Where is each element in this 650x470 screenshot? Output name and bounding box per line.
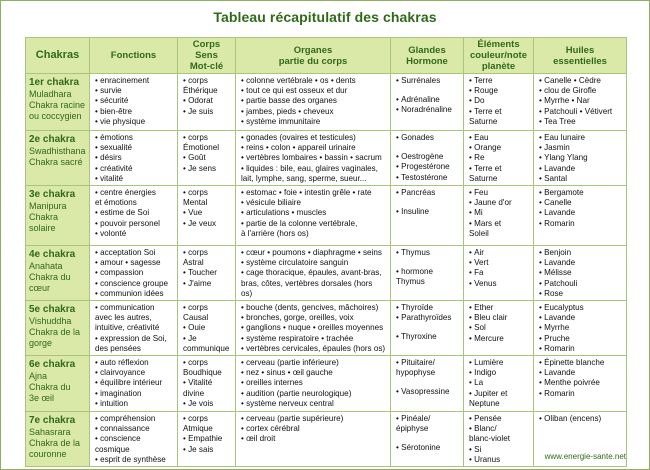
list-item: • clou de Girofle bbox=[539, 86, 624, 96]
list-item: • Blanc/ blanc-violet bbox=[469, 424, 531, 444]
list-item: • créativité bbox=[95, 164, 175, 174]
list-item: • Do bbox=[469, 96, 531, 106]
list-item: • compassion bbox=[95, 268, 175, 278]
list-item: • Pituitaire/ hypophyse bbox=[396, 358, 461, 378]
list-item: • équilibre intérieur bbox=[95, 378, 175, 388]
list-item: • J'aime bbox=[183, 279, 233, 289]
corps-list bbox=[178, 412, 235, 456]
list-item: • Romarin bbox=[539, 219, 624, 229]
cell-fonctions bbox=[90, 131, 178, 186]
header-glandes-label: Glandes Hormone bbox=[406, 44, 448, 67]
list-item: • émotions bbox=[95, 133, 175, 143]
cell-huiles bbox=[534, 186, 627, 246]
list-item: • centre énergies et émotions bbox=[95, 188, 175, 208]
chakra-subtitle: Ajna Chakra du 3e œil bbox=[29, 371, 71, 404]
cell-chakra-name bbox=[26, 74, 90, 131]
list-item: • Je sais bbox=[183, 445, 233, 455]
huiles-list bbox=[534, 186, 626, 230]
list-item: • Lavande bbox=[539, 164, 624, 174]
list-item: • Terre bbox=[469, 76, 531, 86]
cell-huiles bbox=[534, 246, 627, 301]
list-item: • Patchouli bbox=[539, 279, 624, 289]
list-item: • Santal bbox=[539, 174, 624, 184]
list-item: • gonades (ovaires et testicules) bbox=[241, 133, 388, 143]
organes-list bbox=[236, 131, 390, 185]
huiles-list bbox=[534, 301, 626, 355]
chakra-subtitle: Vishuddha Chakra de la gorge bbox=[29, 316, 81, 349]
list-item: • bien-être bbox=[95, 107, 175, 117]
list-item: • connaissance bbox=[95, 424, 175, 434]
cell-chakra-name bbox=[26, 356, 90, 412]
cell-glandes bbox=[391, 246, 464, 301]
list-item: • vitalité bbox=[95, 174, 175, 184]
list-item: • ganglions • nuque • oreilles moyennes bbox=[241, 323, 388, 333]
chakra-table-body bbox=[26, 74, 627, 467]
huiles-list bbox=[534, 246, 626, 300]
cell-elements bbox=[464, 74, 534, 131]
list-item: • Ylang Ylang bbox=[539, 153, 624, 163]
list-item: • Mi bbox=[469, 208, 531, 218]
cell-organes bbox=[236, 186, 391, 246]
header-glandes bbox=[391, 38, 464, 74]
list-item: • hormone Thymus bbox=[396, 267, 461, 287]
cell-elements bbox=[464, 356, 534, 412]
chakra-name: 1er chakra bbox=[29, 77, 80, 88]
cell-huiles bbox=[534, 356, 627, 412]
list-item: • corps Astral bbox=[183, 248, 233, 268]
cell-glandes bbox=[391, 186, 464, 246]
corps-list bbox=[178, 356, 235, 410]
table-row bbox=[26, 412, 627, 467]
list-item: • Eau lunaire bbox=[539, 133, 624, 143]
list-item: • Rouge bbox=[469, 86, 531, 96]
list-item: • Je suis bbox=[183, 107, 233, 117]
list-item: • Épinette blanche bbox=[539, 358, 624, 368]
list-item: • Odorat bbox=[183, 96, 233, 106]
glandes-list bbox=[391, 246, 463, 289]
list-item: • Sol bbox=[469, 323, 531, 333]
list-item: • Oestrogène bbox=[396, 152, 461, 162]
corps-list bbox=[178, 301, 235, 355]
fonctions-list bbox=[90, 246, 177, 300]
elements-list bbox=[464, 246, 533, 290]
header-huiles-label: Huiles essentielles bbox=[553, 44, 607, 67]
list-item: • Vitalité divine bbox=[183, 378, 233, 398]
list-item: • conscience groupe bbox=[95, 279, 175, 289]
list-item: • Bergamote bbox=[539, 188, 624, 198]
list-item: • désirs bbox=[95, 153, 175, 163]
list-item: • volonté bbox=[95, 229, 175, 239]
list-item: • Venus bbox=[469, 279, 531, 289]
list-item: • Goût bbox=[183, 153, 233, 163]
list-item: • Sérotonine bbox=[396, 443, 461, 453]
table-row bbox=[26, 246, 627, 301]
fonctions-list bbox=[90, 74, 177, 128]
list-item: • Thyroïde bbox=[396, 303, 461, 313]
list-item: • audition (partie neurologique) bbox=[241, 389, 388, 399]
list-item: • Pancréas bbox=[396, 188, 461, 198]
elements-list bbox=[464, 74, 533, 128]
cell-huiles bbox=[534, 301, 627, 356]
list-item: • Terre et Saturne bbox=[469, 107, 531, 127]
list-item: • système nerveux central bbox=[241, 399, 388, 409]
header-fonctions: Fonctions bbox=[90, 38, 178, 74]
list-item: • conscience cosmique bbox=[95, 434, 175, 454]
list-item: • Benjoin bbox=[539, 248, 624, 258]
list-item: • Romarin bbox=[539, 389, 624, 399]
chakra-name: 4e chakra bbox=[29, 249, 76, 261]
list-item: • liquides : bile, eau, glaires vaginales, lait, lymphe, sang, sperme, sueur... bbox=[241, 164, 388, 184]
chakra-name: 5e chakra bbox=[29, 304, 76, 316]
list-item: • Re bbox=[469, 153, 531, 163]
list-item: • sexualité bbox=[95, 143, 175, 153]
table-row bbox=[26, 74, 627, 131]
list-item: • corps Atmique bbox=[183, 414, 233, 434]
header-organes bbox=[236, 38, 391, 74]
fonctions-list bbox=[90, 186, 177, 240]
chakra-name: 2e chakra bbox=[29, 134, 76, 145]
organes-list bbox=[236, 246, 390, 300]
list-item: • Thymus bbox=[396, 248, 461, 258]
list-item: • cortex cérébral bbox=[241, 424, 388, 434]
cell-glandes bbox=[391, 131, 464, 186]
table-row bbox=[26, 356, 627, 412]
list-item: • Pensée bbox=[469, 414, 531, 424]
fonctions-list bbox=[90, 356, 177, 410]
cell-corps bbox=[178, 186, 236, 246]
list-item: • corps Émotionel bbox=[183, 133, 233, 153]
list-item: • cerveau (partie supérieure) bbox=[241, 414, 388, 424]
list-item: • Adrénaline bbox=[396, 95, 461, 105]
list-item: • partie de la colonne vertébrale, à l'arrière (hors os) bbox=[241, 219, 388, 239]
cell-glandes bbox=[391, 74, 464, 131]
list-item: • oreilles internes bbox=[241, 378, 388, 388]
glandes-list bbox=[391, 74, 463, 117]
website-footer: www.energie-sante.net bbox=[544, 452, 626, 461]
cell-elements bbox=[464, 412, 534, 467]
organes-list bbox=[236, 356, 390, 410]
list-item: • Fa bbox=[469, 268, 531, 278]
cell-glandes bbox=[391, 301, 464, 356]
header-row bbox=[26, 38, 627, 74]
list-item: • Pinéale/ épiphyse bbox=[396, 414, 461, 434]
list-item: • Je vois bbox=[183, 399, 233, 409]
list-item: • vésicule biliaire bbox=[241, 198, 388, 208]
list-item: • corps Causal bbox=[183, 303, 233, 323]
glandes-list bbox=[391, 301, 463, 344]
list-item: • Je communique bbox=[183, 334, 233, 354]
list-item: • système immunitaire bbox=[241, 117, 388, 127]
cell-corps bbox=[178, 301, 236, 356]
list-item: • tout ce qui est osseux et dur bbox=[241, 86, 388, 96]
list-item: • communion idées bbox=[95, 289, 175, 299]
list-item: • Testostérone bbox=[396, 173, 461, 183]
glandes-list bbox=[391, 412, 463, 455]
corps-list bbox=[178, 246, 235, 290]
list-item: • pouvoir personel bbox=[95, 219, 175, 229]
cell-glandes bbox=[391, 356, 464, 412]
header-elements bbox=[464, 38, 534, 74]
list-item: • Rose bbox=[539, 289, 624, 299]
chakra-name: 3e chakra bbox=[29, 189, 76, 201]
list-item: • œil droit bbox=[241, 434, 388, 444]
list-item: • partie basse des organes bbox=[241, 96, 388, 106]
list-item: • Menthe poivrée bbox=[539, 378, 624, 388]
list-item: • amour • sagesse bbox=[95, 258, 175, 268]
list-item: • enracinement bbox=[95, 76, 175, 86]
cell-chakra-name bbox=[26, 246, 90, 301]
list-item: • Je veux bbox=[183, 219, 233, 229]
list-item: • La bbox=[469, 378, 531, 388]
cell-organes bbox=[236, 301, 391, 356]
list-item: • Lavande bbox=[539, 258, 624, 268]
list-item: • Progestérone bbox=[396, 162, 461, 172]
list-item: • cœur • poumons • diaphragme • seins bbox=[241, 248, 388, 258]
list-item: • Eau bbox=[469, 133, 531, 143]
list-item: • Jasmin bbox=[539, 143, 624, 153]
header-corps-label: Corps Sens Mot-clé bbox=[189, 39, 224, 72]
header-chakras: Chakras bbox=[26, 38, 90, 74]
elements-list bbox=[464, 356, 533, 410]
list-item: • auto réflexion bbox=[95, 358, 175, 368]
list-item: • Vue bbox=[183, 208, 233, 218]
list-item: • Si bbox=[469, 445, 531, 455]
list-item: • Uranus bbox=[469, 455, 531, 465]
list-item: • Air bbox=[469, 248, 531, 258]
chakra-name: 6e chakra bbox=[29, 359, 76, 371]
list-item: • Terre et Saturne bbox=[469, 164, 531, 184]
table-row bbox=[26, 301, 627, 356]
list-item: • Vasopressine bbox=[396, 387, 461, 397]
fonctions-list bbox=[90, 412, 177, 466]
cell-elements bbox=[464, 301, 534, 356]
list-item: • Jaune d'or bbox=[469, 198, 531, 208]
huiles-list bbox=[534, 74, 626, 128]
cell-organes bbox=[236, 412, 391, 467]
list-item: • Ether bbox=[469, 303, 531, 313]
elements-list bbox=[464, 301, 533, 345]
cell-fonctions bbox=[90, 74, 178, 131]
header-organes-label: Organes partie du corps bbox=[278, 44, 348, 67]
list-item: • Insuline bbox=[396, 207, 461, 217]
cell-chakra-name bbox=[26, 301, 90, 356]
list-item: • Mélisse bbox=[539, 268, 624, 278]
list-item: • intuition bbox=[95, 399, 175, 409]
list-item: • corps Éthérique bbox=[183, 76, 233, 96]
list-item: • Empathie bbox=[183, 434, 233, 444]
list-item: • Lavande bbox=[539, 368, 624, 378]
page-title: Tableau récapitulatif des chakras bbox=[213, 9, 437, 25]
chakra-subtitle: Anahata Chakra du cœur bbox=[29, 261, 71, 294]
cell-elements bbox=[464, 246, 534, 301]
cell-chakra-name bbox=[26, 131, 90, 186]
cell-chakra-name bbox=[26, 412, 90, 467]
list-item: • nez • sinus • œil gauche bbox=[241, 368, 388, 378]
organes-list bbox=[236, 186, 390, 240]
list-item: • estomac • foie • intestin grêle • rate bbox=[241, 188, 388, 198]
table-row bbox=[26, 131, 627, 186]
glandes-list bbox=[391, 356, 463, 399]
list-item: • Myrrhe bbox=[539, 323, 624, 333]
cell-elements bbox=[464, 131, 534, 186]
chakra-subtitle: Sahasrara Chakra de la couronne bbox=[29, 427, 81, 460]
list-item: • jambes, pieds • cheveux bbox=[241, 107, 388, 117]
list-item: • compréhension bbox=[95, 414, 175, 424]
list-item: • imagination bbox=[95, 389, 175, 399]
list-item: • sécurité bbox=[95, 96, 175, 106]
cell-organes bbox=[236, 356, 391, 412]
organes-list bbox=[236, 74, 390, 128]
cell-corps bbox=[178, 356, 236, 412]
list-item: • cage thoracique, épaules, avant-bras, bras, côtes, vertèbres dorsales (hors os) bbox=[241, 268, 388, 299]
list-item: • Bleu clair bbox=[469, 313, 531, 323]
glandes-list bbox=[391, 131, 463, 184]
elements-list bbox=[464, 412, 533, 466]
cell-corps bbox=[178, 246, 236, 301]
list-item: • système respiratoire • trachée bbox=[241, 334, 388, 344]
list-item: • Myrrhe • Nar bbox=[539, 96, 624, 106]
list-item: • Feu bbox=[469, 188, 531, 198]
list-item: • Mercure bbox=[469, 334, 531, 344]
list-item: • Oliban (encens) bbox=[539, 414, 624, 424]
list-item: • survie bbox=[95, 86, 175, 96]
chakra-subtitle: Muladhara Chakra racine ou coccygien bbox=[29, 89, 86, 121]
corps-list bbox=[178, 131, 235, 175]
table-row bbox=[26, 186, 627, 246]
cell-corps bbox=[178, 131, 236, 186]
list-item: • Ouie bbox=[183, 323, 233, 333]
organes-list bbox=[236, 301, 390, 355]
list-item: • estime de Soi bbox=[95, 208, 175, 218]
list-item: • colonne vertébrale • os • dents bbox=[241, 76, 388, 86]
list-item: • Orange bbox=[469, 143, 531, 153]
list-item: • Jupiter et Neptune bbox=[469, 389, 531, 409]
huiles-list bbox=[534, 131, 626, 185]
cell-organes bbox=[236, 131, 391, 186]
list-item: • Parathyroïdes bbox=[396, 313, 461, 323]
chakra-subtitle: Swadhisthana Chakra sacré bbox=[29, 146, 86, 167]
list-item: • bouche (dents, gencives, mâchoires) bbox=[241, 303, 388, 313]
list-item: • Vert bbox=[469, 258, 531, 268]
list-item: • esprit de synthèse bbox=[95, 455, 175, 465]
cell-fonctions bbox=[90, 186, 178, 246]
cell-corps bbox=[178, 412, 236, 467]
list-item: • Pruche bbox=[539, 334, 624, 344]
elements-list bbox=[464, 131, 533, 185]
list-item: • Lumière bbox=[469, 358, 531, 368]
list-item: • cerveau (partie inférieure) bbox=[241, 358, 388, 368]
list-item: • Eucalyptus bbox=[539, 303, 624, 313]
list-item: • vertèbres cervicales, épaules (hors os) bbox=[241, 344, 388, 354]
list-item: • Lavande bbox=[539, 208, 624, 218]
list-item: • Canelle bbox=[539, 198, 624, 208]
cell-chakra-name bbox=[26, 186, 90, 246]
cell-corps bbox=[178, 74, 236, 131]
list-item: • Lavande bbox=[539, 313, 624, 323]
chakra-table bbox=[25, 37, 627, 467]
cell-fonctions bbox=[90, 412, 178, 467]
chakra-subtitle: Manipura Chakra solaire bbox=[29, 201, 67, 234]
cell-fonctions bbox=[90, 301, 178, 356]
cell-organes bbox=[236, 74, 391, 131]
huiles-list bbox=[534, 412, 626, 425]
list-item: • expression de Soi, des pensées bbox=[95, 334, 175, 354]
list-item: • corps Boudhique bbox=[183, 358, 233, 378]
list-item: • Surrénales bbox=[396, 76, 461, 86]
header-huiles bbox=[534, 38, 627, 74]
list-item: • Noradrénaline bbox=[396, 105, 461, 115]
glandes-list bbox=[391, 186, 463, 218]
list-item: • Toucher bbox=[183, 268, 233, 278]
organes-list bbox=[236, 412, 390, 446]
list-item: • Romarin bbox=[539, 344, 624, 354]
corps-list bbox=[178, 74, 235, 118]
chakra-name: 7e chakra bbox=[29, 415, 76, 427]
list-item: • vertèbres lombaires • bassin • sacrum bbox=[241, 153, 388, 163]
list-item: • Gonades bbox=[396, 133, 461, 143]
fonctions-list bbox=[90, 131, 177, 185]
list-item: • Patchouli • Vétivert bbox=[539, 107, 624, 117]
list-item: • Mars et Soleil bbox=[469, 219, 531, 239]
list-item: • reins • colon • appareil urinaire bbox=[241, 143, 388, 153]
cell-organes bbox=[236, 246, 391, 301]
cell-fonctions bbox=[90, 356, 178, 412]
list-item: • bronches, gorge, oreilles, voix bbox=[241, 313, 388, 323]
cell-fonctions bbox=[90, 246, 178, 301]
fonctions-list bbox=[90, 301, 177, 355]
list-item: • Thyroxine bbox=[396, 332, 461, 342]
list-item: • Je sens bbox=[183, 164, 233, 174]
corps-list bbox=[178, 186, 235, 230]
list-item: • système circulatoire sanguin bbox=[241, 258, 388, 268]
elements-list bbox=[464, 186, 533, 240]
list-item: • Canelle • Cèdre bbox=[539, 76, 624, 86]
list-item: • acceptation Soi bbox=[95, 248, 175, 258]
list-item: • vie physique bbox=[95, 117, 175, 127]
list-item: • communication avec les autres, intuitive, créativité bbox=[95, 303, 175, 334]
list-item: • Tea Tree bbox=[539, 117, 624, 127]
list-item: • Indigo bbox=[469, 368, 531, 378]
huiles-list bbox=[534, 356, 626, 400]
header-corps bbox=[178, 38, 236, 74]
header-elements-label: Éléments couleur/note planète bbox=[469, 39, 527, 72]
cell-huiles bbox=[534, 74, 627, 131]
cell-huiles bbox=[534, 131, 627, 186]
list-item: • clairvoyance bbox=[95, 368, 175, 378]
list-item: • corps Mental bbox=[183, 188, 233, 208]
cell-glandes bbox=[391, 412, 464, 467]
cell-elements bbox=[464, 186, 534, 246]
list-item: • articulations • muscles bbox=[241, 208, 388, 218]
